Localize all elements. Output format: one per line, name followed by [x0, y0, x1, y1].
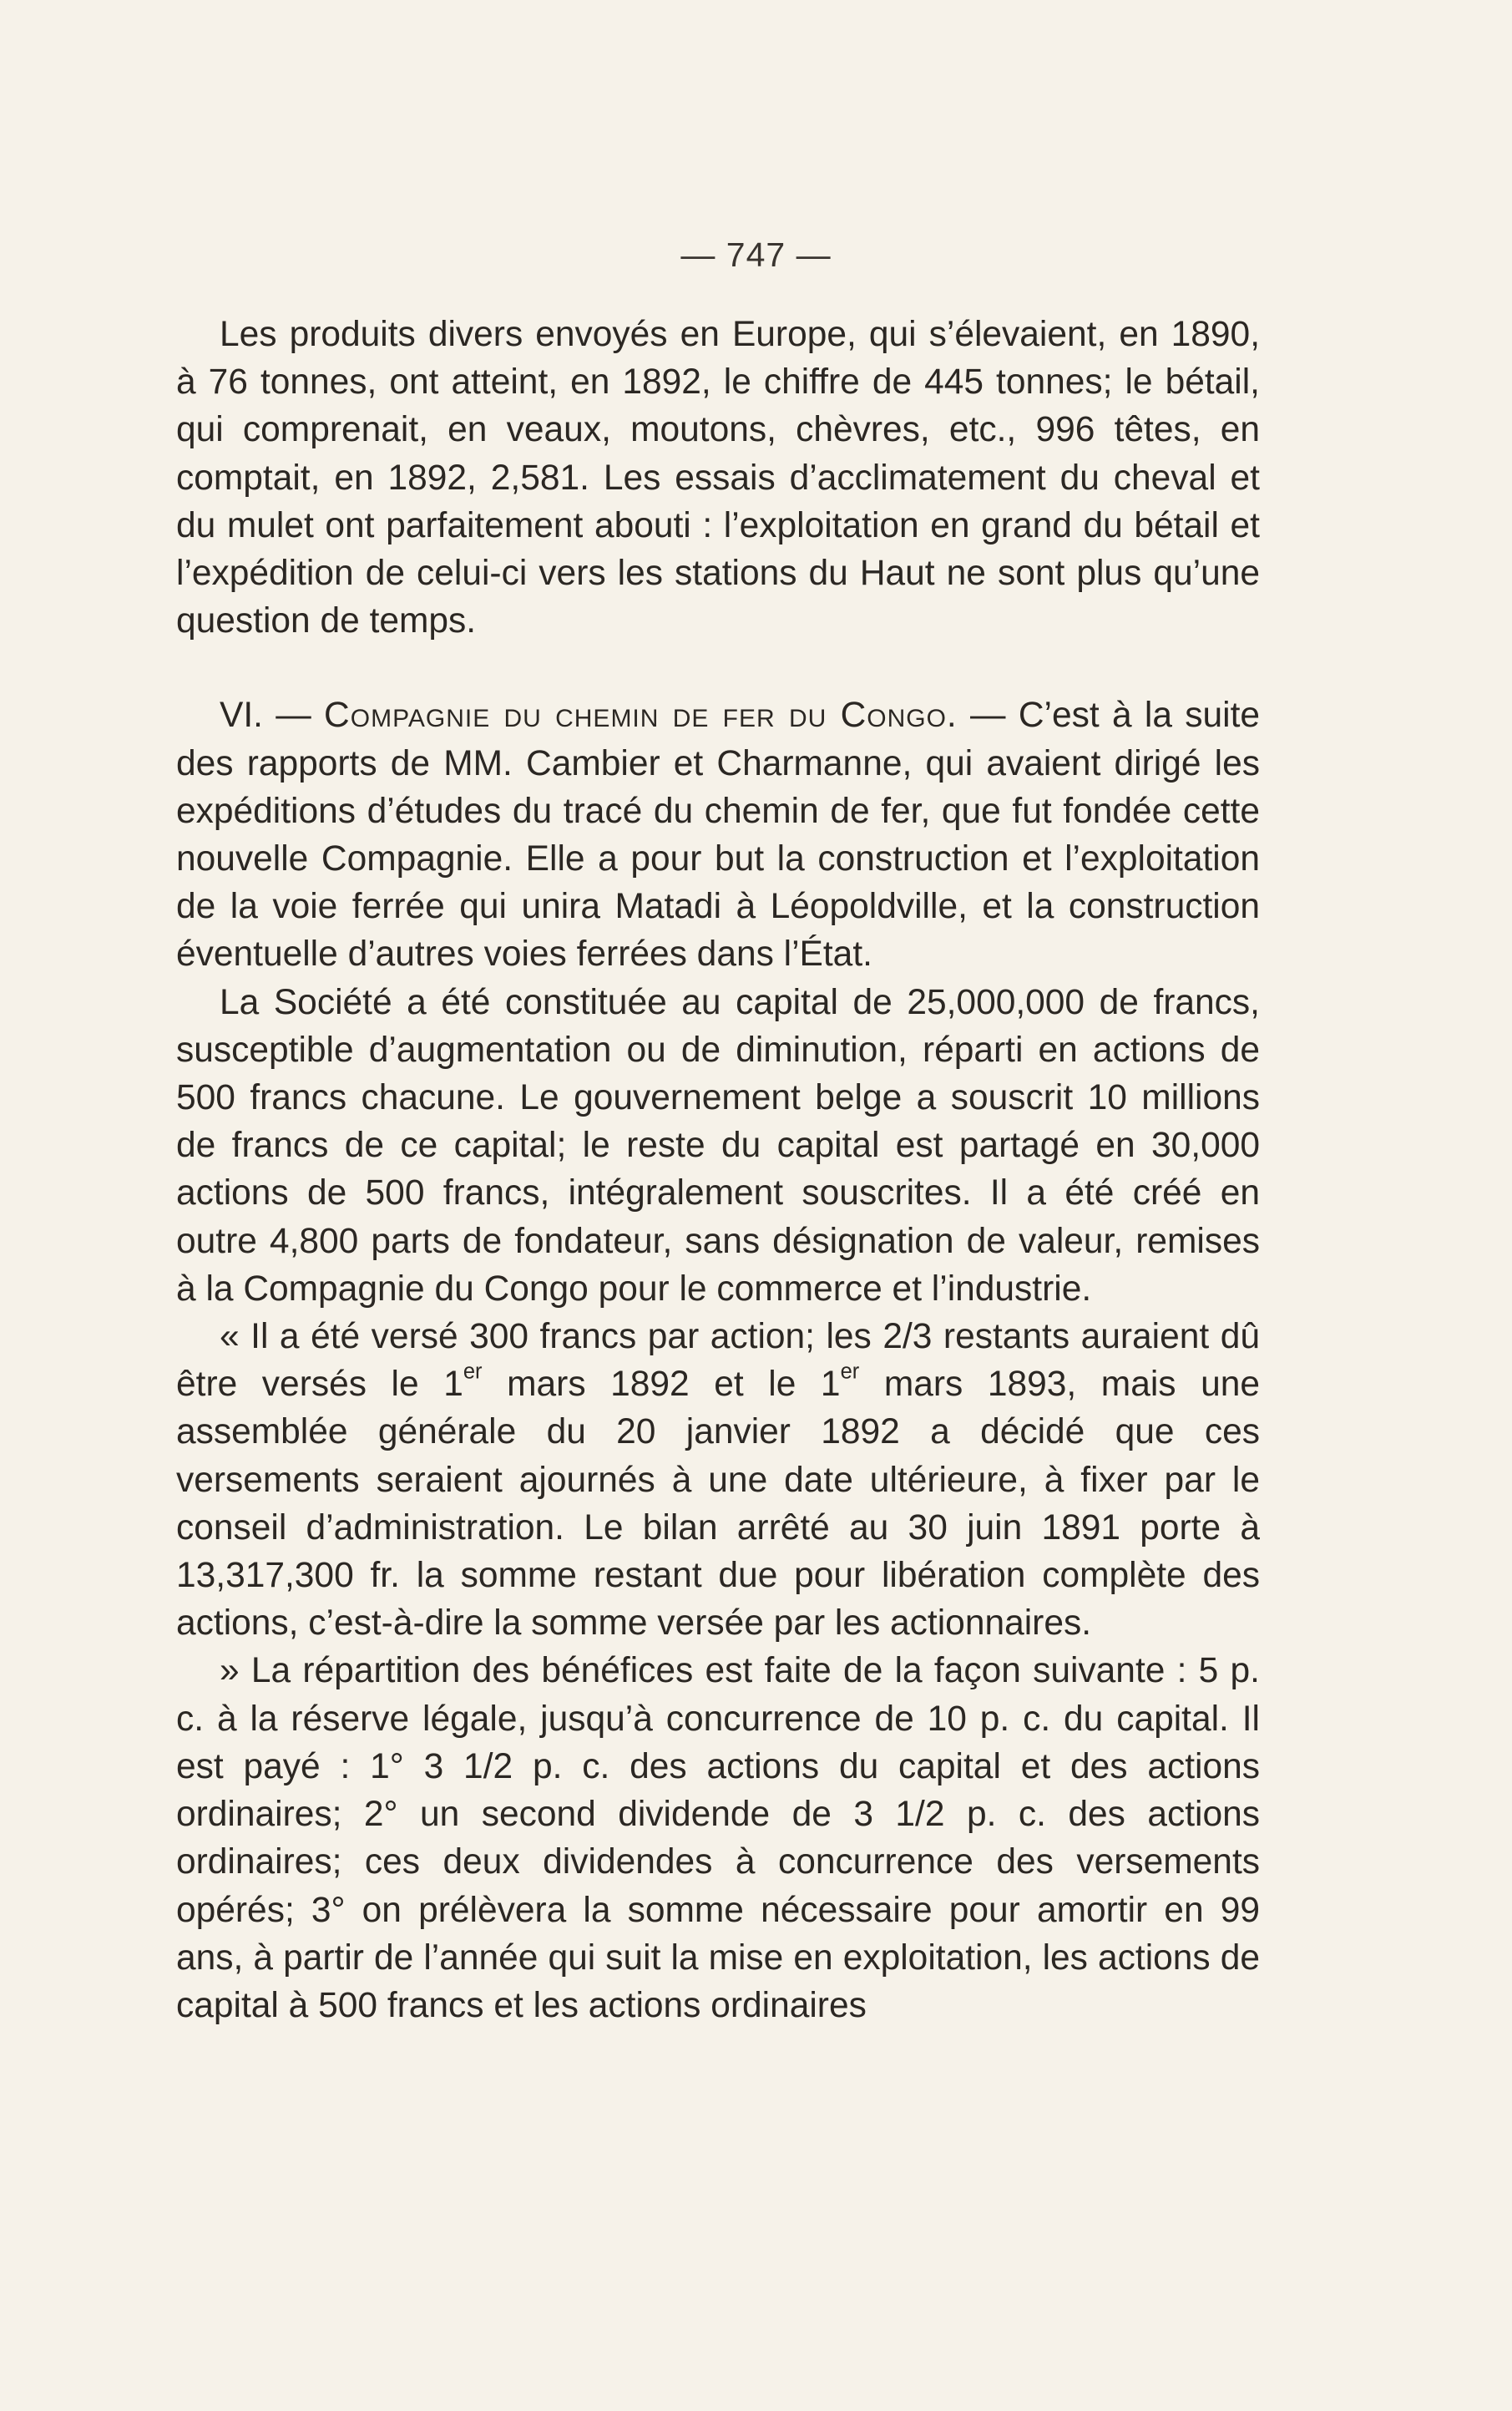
payments-text-a: « Il a été versé 300 francs par action; les 2/3 restants auraient dû être versés le 1 — [176, 1317, 1260, 1405]
payments-text-b: mars 1892 et le 1 — [482, 1365, 841, 1405]
paragraph-payments — [176, 1313, 1260, 1647]
section-dash: — — [970, 696, 1006, 736]
payments-text-c: mars 1893, mais une assemblée générale du 20 janvier 1892 a décidé que ces versements seraient ajournés à une date ultérieure, à fixer par le conseil d’administration. Le bilan arrêté au 30 juin 1891 porte à 13,317,300 fr. la somme restant due pour libération complète des actions, c’est-à-dire la somme versée par les actionnaires. — [176, 1365, 1261, 1644]
ordinal-superscript: er — [840, 1360, 860, 1384]
paragraph-profits: » La répartition des bénéfices est faite de la façon suivante : 5 p. c. à la réserve légale, jusqu’à concurrence de 10 p. c. du capital. Il est payé : 1° 3 1/2 p. c. des actions du capital et des actions ordinaires; 2° un second dividende de 3 1/2 p. c. des actions ordinaires; ces deux dividendes à concurrence des versements opérés; 3° on prélèvera la somme nécessaire pour amortir en 99 ans, à partir de l’année qui suit la mise en exploitation, les actions de capital à 500 francs et les actions ordinaires — [176, 1651, 1260, 2025]
paragraph-section-vi — [176, 691, 1260, 978]
page-number: — 747 — — [680, 236, 832, 274]
section-title: Compagnie du chemin de fer du Congo. — [324, 696, 958, 736]
body-text — [176, 311, 1260, 2029]
section-text: C’est à la suite des rapports de MM. Cambier et Charmanne, qui avaient dirigé les expéditions d’études du tracé du chemin de fer, que fut fondée cette nouvelle Compagnie. Elle a pour but la construction et l’exploitation de la voie ferrée qui unira Matadi à Léopoldville, et la construction éventuelle d’autres voies ferrées dans l’État. — [176, 696, 1261, 975]
paragraph-capital: La Société a été constituée au capital de 25,000,000 de francs, susceptible d’augmentation ou de diminution, réparti en actions de 500 francs chacune. Le gouvernement belge a souscrit 10 millions de francs de ce capital; le reste du capital est partagé en 30,000 actions de 500 francs, intégralement souscrites. Il a été créé en outre 4,800 parts de fondateur, sans désignation de valeur, remises à la Compagnie du Congo pour le commerce et l’industrie. — [176, 982, 1260, 1309]
paragraph-exports: Les produits divers envoyés en Europe, qui s’élevaient, en 1890, à 76 tonnes, ont atteint, en 1892, le chiffre de 445 tonnes; le bétail, qui comprenait, en veaux, moutons, chèvres, etc., 996 têtes, en comptait, en 1892, 2,581. Les essais d’acclimatement du cheval et du mulet ont parfaitement abouti : l’exploitation en grand du bétail et l’expédition de celui-ci vers les stations du Haut ne sont plus qu’une question de temps. — [176, 315, 1260, 641]
ordinal-superscript: er — [463, 1360, 483, 1384]
section-number: VI. — — [220, 696, 311, 736]
